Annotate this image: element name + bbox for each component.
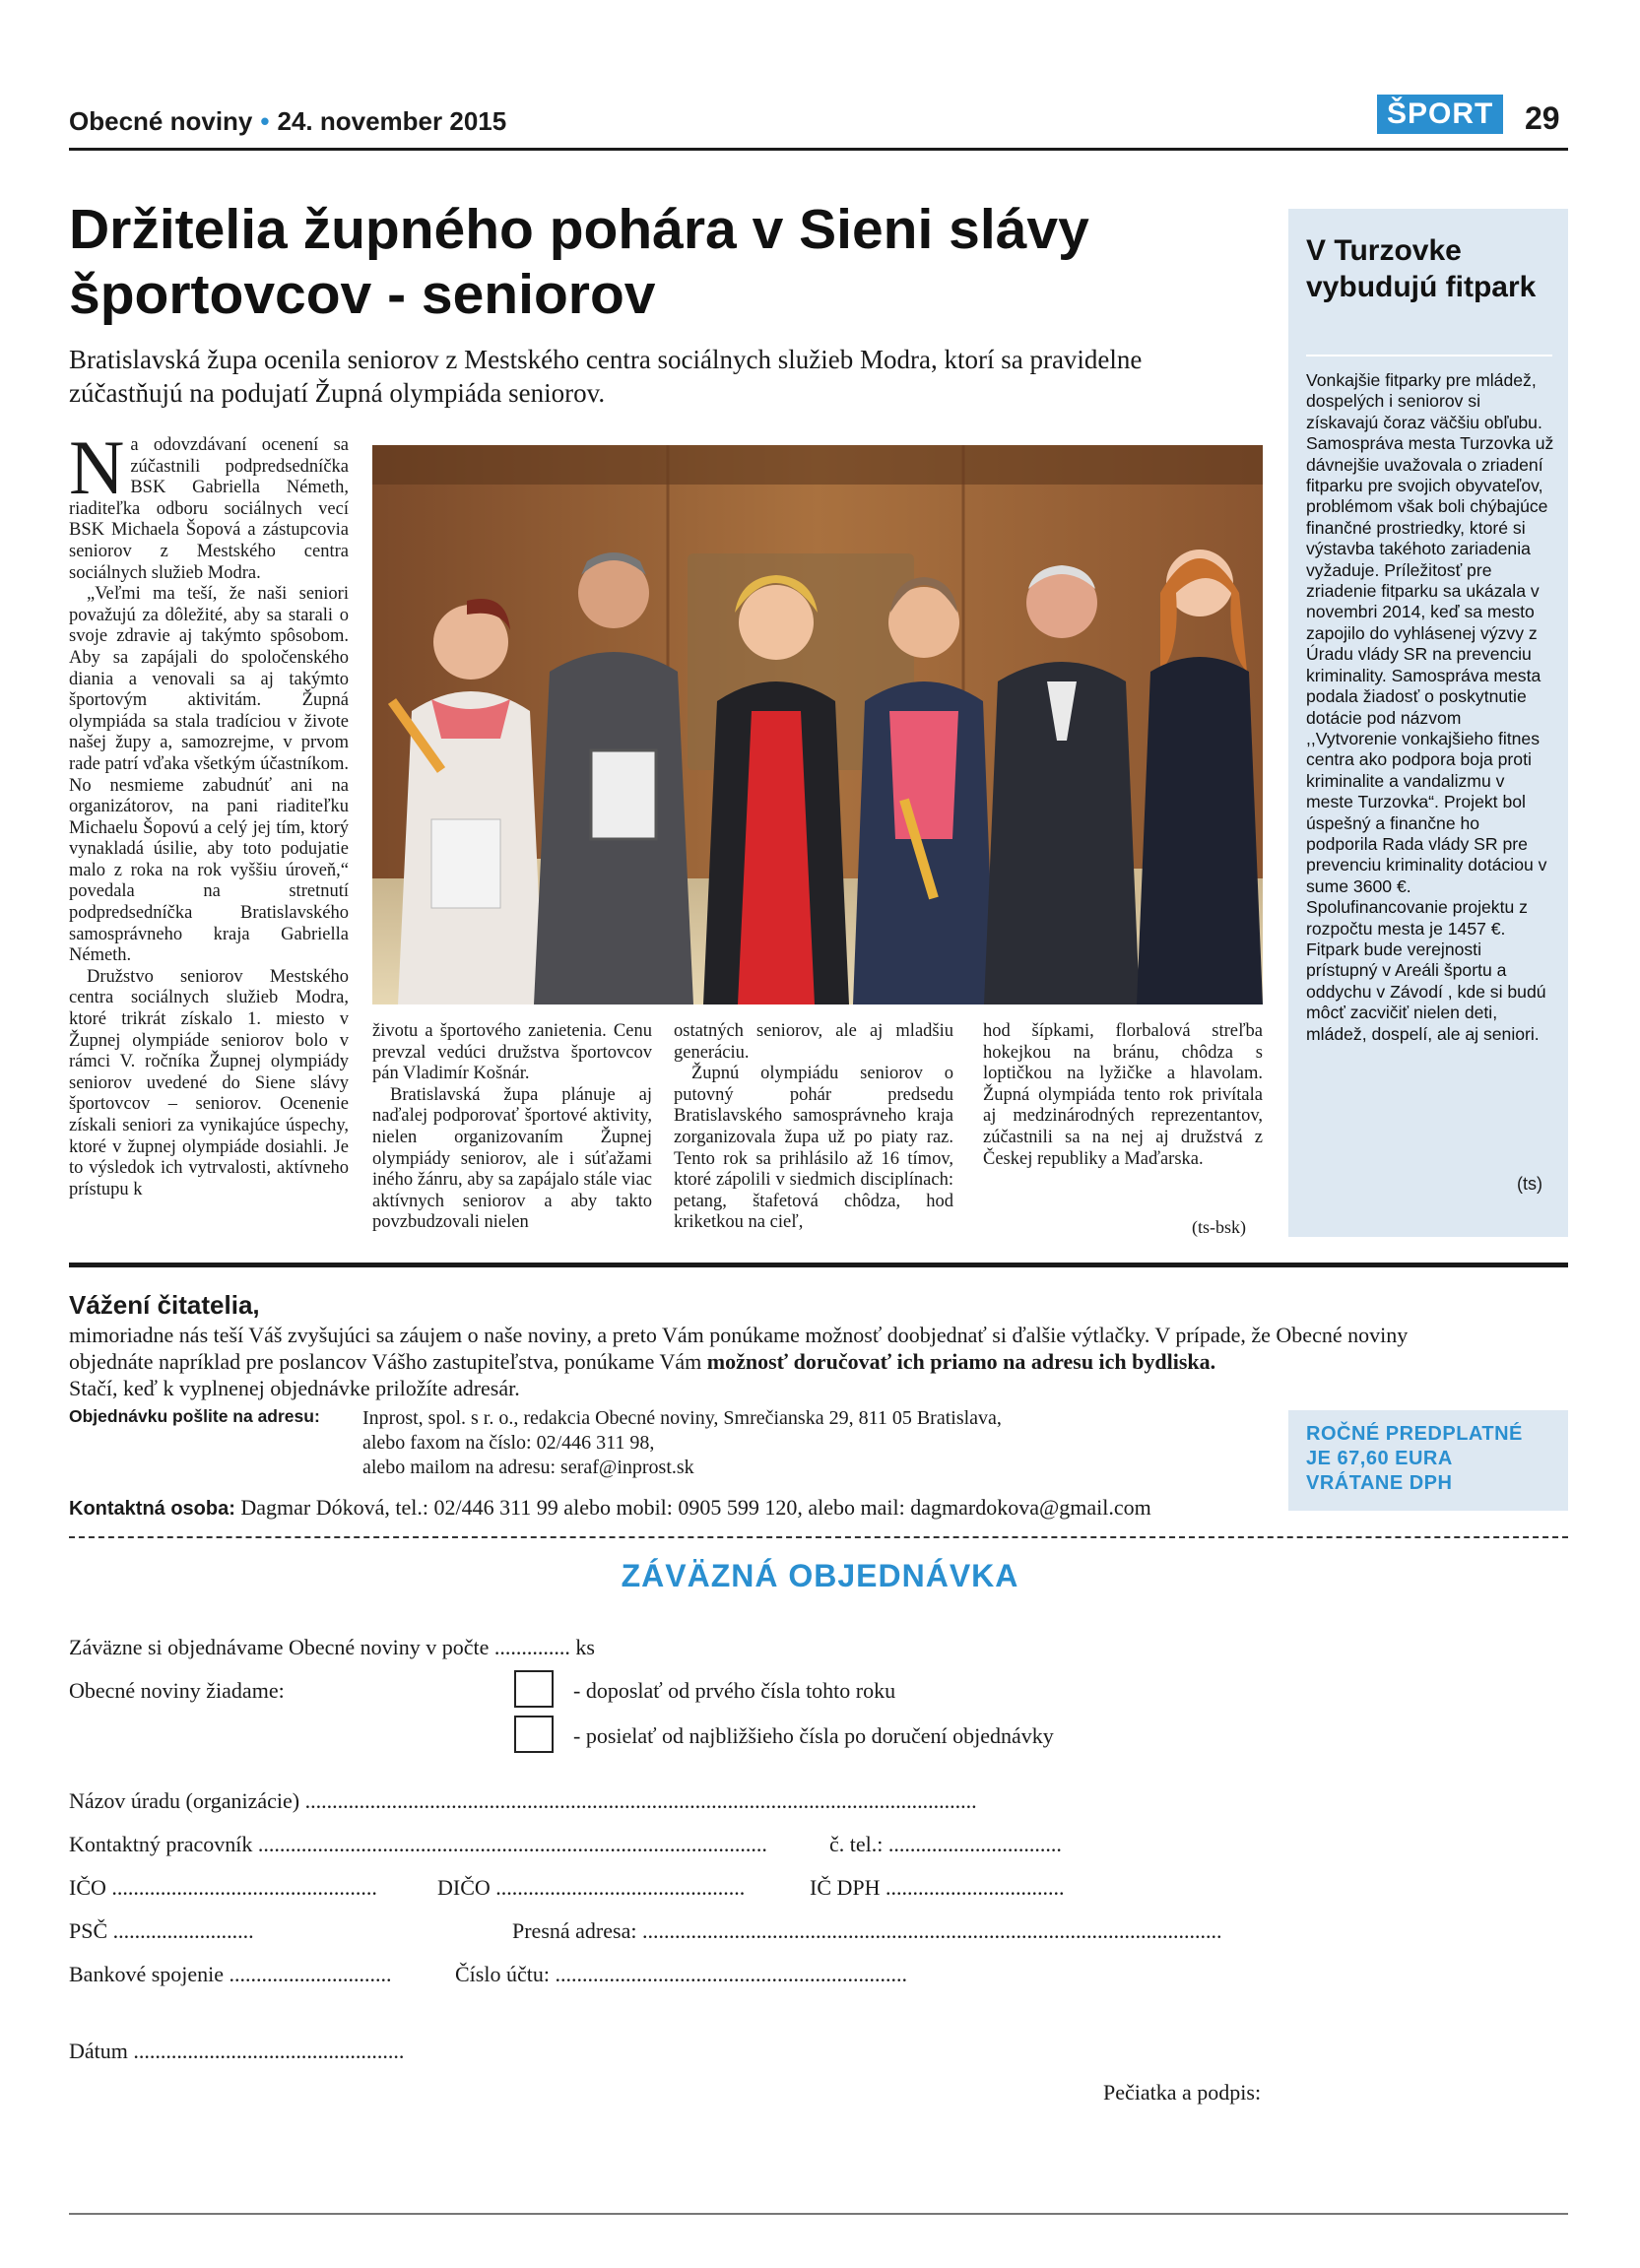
- sidebar-signature: (ts): [1517, 1174, 1542, 1194]
- order-form-title: ZÁVÄZNÁ OBJEDNÁVKA: [621, 1558, 1019, 1593]
- article-signature: (ts-bsk): [1192, 1217, 1246, 1237]
- request-label: Obecné noviny žiadame:: [69, 1678, 285, 1703]
- order-email-line: alebo mailom na adresu: seraf@inprost.sk: [362, 1457, 694, 1478]
- header-rule: [69, 148, 1568, 151]
- article-column-3: [674, 1021, 953, 1234]
- order-address: [362, 1406, 1150, 1480]
- drop-cap: N: [69, 424, 125, 510]
- readers-text: [69, 1322, 1438, 1401]
- readers-text-bold: možnosť doručovať ich priamo na adresu ich bydliska.: [706, 1349, 1216, 1374]
- office-name-field[interactable]: Názov úradu (organizácie) ............................................................................................................................: [69, 1788, 977, 1813]
- option-first-issue-label: - doposlať od prvého čísla tohto roku: [573, 1678, 896, 1703]
- subscription-price: ROČNÉ PREDPLATNÉ JE 67,60 EURA VRÁTANE DPH: [1306, 1423, 1523, 1494]
- contact-person: [69, 1495, 1151, 1521]
- sidebar-text: Vonkajšie fitparky pre mládež, dospelých i seniorov si získavajú čoraz väčšiu obľubu. Samospráva mesta Turzovka už dávnejšie uvažovala o zriadení fitparku pre svojich obyvateľov, problémom však boli chýbajúce finančné prostriedky, ktoré si výstavba takéhoto zariadenia vyžaduje. Príležitosť pre zriadenie fitparku sa ukázala v novembri 2014, keď sa mesto zapojilo do vyhlásenej výzvy z Úradu vlády SR na prevenciu kriminality. Samospráva mesta podala žiadosť o poskytnutie dotácie pod názvom ,,Vytvorenie vonkajšieho fitnes centra ako podpora boja proti kriminalite a vandalizmu v meste Turzovka“. Projekt bol úspešný a finančne ho podporila Rada vlády SR pre prevenciu kriminality dotáciou v sume 3600 €. Spolufinancovanie projektu z rozpočtu mesta je 1457 €. Fitpark bude verejnosti prístupný v Areáli športu a oddychu v Závodí , kde si budú môcť zacvičiť nielen deti, mládež, dospelí, ale aj seniori.: [1306, 370, 1554, 1044]
- article-photo: [372, 445, 1263, 1004]
- option-checkbox-first-issue[interactable]: [514, 1670, 554, 1708]
- order-address-label: Objednávku pošlite na adresu:: [69, 1406, 320, 1426]
- issue-date: 24. november 2015: [277, 106, 507, 136]
- sidebar-divider: [1306, 355, 1552, 356]
- article-column-1: [69, 424, 349, 1200]
- article-paragraph: životu a športového zanietenia. Cenu prevzal vedúci družstva športovcov pán Vladimír Košnár.: [372, 1021, 652, 1084]
- dic-field[interactable]: DIČO ..............................................: [437, 1875, 746, 1900]
- contact-person-field[interactable]: Kontaktný pracovník ..............................................................................................: [69, 1832, 767, 1856]
- date-field[interactable]: Dátum ..................................................: [69, 2039, 405, 2063]
- article-column-4: [983, 1021, 1263, 1170]
- section-divider: [69, 1263, 1568, 1267]
- article-paragraph: ostatných seniorov, ale aj mladšiu generáciu.: [674, 1021, 953, 1063]
- order-fax-line: alebo faxom na číslo: 02/446 311 98,: [362, 1432, 655, 1454]
- cut-line: [69, 1536, 1568, 1538]
- phone-field[interactable]: č. tel.: ................................: [829, 1832, 1062, 1856]
- contact-label: Kontaktná osoba:: [69, 1498, 235, 1520]
- publication-name: Obecné noviny: [69, 106, 253, 136]
- readers-title: Vážení čitatelia,: [69, 1290, 260, 1320]
- article-paragraph: Družstvo seniorov Mestského centra sociálnych služieb Modra, ktoré trikrát získalo 1. miesto v Župnej olympiáde seniorov bolo v rámci V. ročníka Župnej olympiády seniorov uvedené do Siene slávy športovcov – seniorov. Ocenenie získali seniori za vynikajúce úspechy, ktoré v župnej olympiáde dosiahli. Je to výsledok ich vytrvalosti, aktívneho prístupu k: [69, 966, 349, 1199]
- header-publication-line: [69, 106, 506, 137]
- article-column-2: [372, 1021, 652, 1234]
- article-deck: Bratislavská župa ocenila seniorov z Mestského centra sociálnych služieb Modra, ktorí sa pravidelne zúčastňujú na podujatí Župná olympiáda seniorov.: [69, 345, 1143, 408]
- sidebar-title: V Turzovke vybudujú fitpark: [1306, 234, 1537, 303]
- address-field[interactable]: Presná adresa: ...........................................................................................................: [512, 1918, 1222, 1943]
- stamp-signature-label: Pečiatka a podpis:: [1103, 2080, 1262, 2105]
- ic-dph-field[interactable]: IČ DPH .................................: [810, 1875, 1065, 1900]
- order-address-line: Inprost, spol. s r. o., redakcia Obecné noviny, Smrečianska 29, 811 05 Bratislava,: [362, 1407, 1002, 1429]
- quantity-line[interactable]: Záväzne si objednávame Obecné noviny v počte .............. ks: [69, 1635, 595, 1659]
- account-number-field[interactable]: Číslo účtu: .................................................................: [455, 1962, 907, 1986]
- article-paragraph: Bratislavská župa plánuje aj naďalej podporovať športové aktivity, nielen organizovaním Župnej olympiády seniorov, ale i súťažami iného žánru, aby sa zapájalo stále viac aktívnych seniorov a aby takto povzbudzovali nielen: [372, 1084, 652, 1233]
- bank-field[interactable]: Bankové spojenie ..............................: [69, 1962, 392, 1986]
- contact-text: Dagmar Dóková, tel.: 02/446 311 99 alebo mobil: 0905 599 120, alebo mail: dagmardokova@gmail.com: [240, 1495, 1151, 1520]
- article-paragraph: [69, 424, 349, 584]
- page-number: 29: [1525, 100, 1560, 136]
- option-checkbox-next-issue[interactable]: [514, 1716, 554, 1753]
- readers-text-end: Stačí, keď k vyplnenej objednávke priložíte adresár.: [69, 1376, 520, 1400]
- option-next-issue-label: - posielať od najbližšieho čísla po doručení objednávky: [573, 1723, 1054, 1748]
- article-paragraph: Župnú olympiádu seniorov o putovný pohár predsedu Bratislavského samosprávneho kraja zorganizovala župa už po piaty raz. Tento rok sa prihlásilo až 16 tímov, ktoré zápolili v siedmich disciplínach: petang, štafetová chôdza, hod kriketkou na cieľ,: [674, 1064, 953, 1233]
- psc-field[interactable]: PSČ ..........................: [69, 1918, 254, 1943]
- article-headline: Držitelia župného pohára v Sieni slávy športovcov - seniorov: [69, 198, 1089, 326]
- article-paragraph: „Veľmi ma teší, že naši seniori považujú za dôležité, aby sa starali o svoje zdravie aj takýmto spôsobom. Aby sa zapájali do spoločenského diania a venovali sa aj takýmto športovým aktivitám. Župná olympiáda sa stala tradíciou v živote našej župy a, samozrejme, v prvom rade patrí vďaka všetkým účastníkom. No nesmieme zabudnúť ani na organizátorov, na pani riaditeľku Michaelu Šopovú a celý jej tím, ktorý vynakladá úsilie, aby toto podujatie malo z roka na rok vyššiu úroveň,“ povedala na stretnutí podpredsedníčka Bratislavského samosprávneho kraja Gabriella Németh.: [69, 584, 349, 966]
- article-paragraph: hod šípkami, florbalová streľba hokejkou na bránu, chôdza s loptičkou na lyžičke a hlavolam. Župná olympiáda tento rok privítala aj medzinárodných reprezentantov, zúčastnili sa na nej aj družstvá z Českej republiky a Maďarska.: [983, 1021, 1263, 1169]
- readers-text-start: mimoriadne nás teší Váš zvyšujúci sa záujem o naše noviny, a preto Vám ponúkame možnosť doobjednať si ďalšie výtlačky. V prípade, že Obecné noviny objednáte napríklad pre poslancov Vášho zastupiteľstva, ponúkame Vám: [69, 1323, 1409, 1374]
- group-photo-illustration: [372, 445, 1263, 1004]
- paragraph-text: a odovzdávaní ocenení sa zúčastnili podpredsedníčka BSK Gabriella Németh, riaditeľka odboru sociálnych vecí BSK Michaela Šopová a zástupcovia seniorov z Mestského centra sociálnych služieb Modra.: [69, 435, 349, 583]
- separator-dot: •: [260, 106, 270, 136]
- bottom-rule: [69, 2213, 1568, 2215]
- section-badge: ŠPORT: [1377, 95, 1503, 134]
- ico-field[interactable]: IČO .................................................: [69, 1875, 377, 1900]
